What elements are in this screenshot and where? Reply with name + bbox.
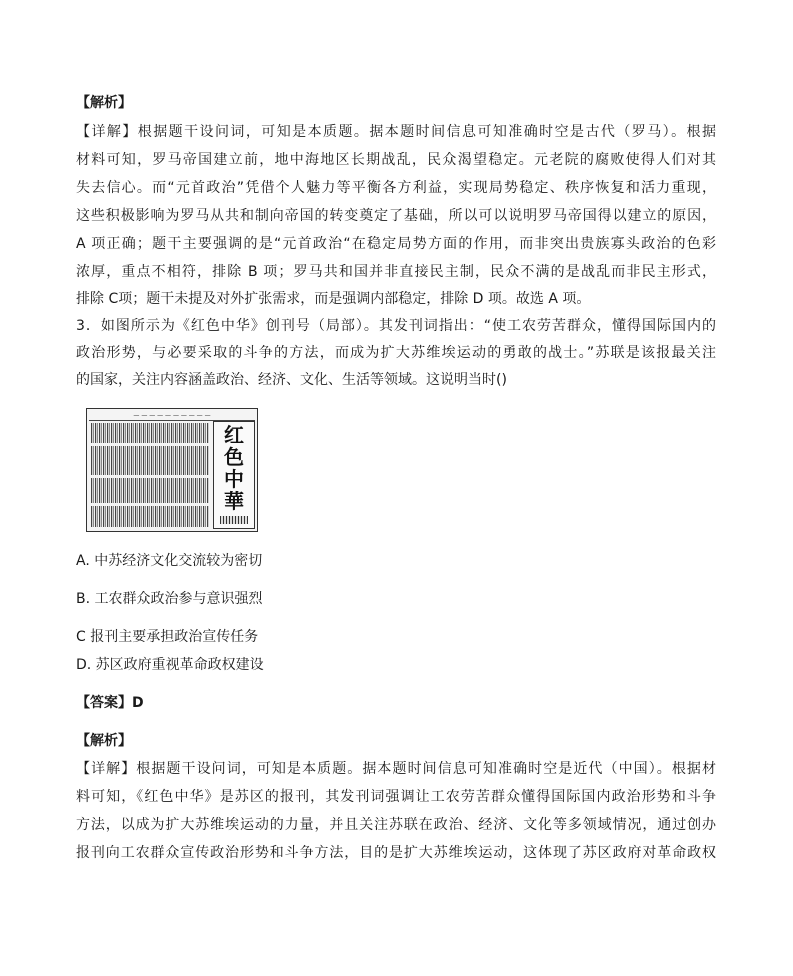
analysis-1-line-6: 浓厚，重点不相符，排除 B 项；罗马共和国并非直接民主制，民众不满的是战乱而非民主形式， [76, 264, 716, 280]
analysis-1-line-2: 材料可知，罗马帝国建立前，地中海地区长期战乱，民众渴望稳定。元老院的腐败使得人们对其 [76, 152, 716, 168]
newspaper-title-box [213, 421, 255, 529]
newspaper-title-char-1: 红 [224, 423, 244, 447]
newspaper-image [86, 408, 258, 532]
analysis-2-line-1: 【详解】根据题干设问词，可知是本质题。据本题时间信息可知准确时空是近代（中国）。根据材 [76, 761, 716, 777]
analysis-1-line-4: 这些积极影响为罗马从共和制向帝国的转变奠定了基础，所以可以说明罗马帝国得以建立的原因， [76, 208, 716, 224]
analysis-heading-1: 【解析】 [76, 95, 132, 111]
question-3-line-3: 的国家，关注内容涵盖政治、经济、文化、生活等领域。这说明当时() [76, 372, 507, 388]
newspaper-title-char-2: 色 [224, 445, 244, 469]
option-b: B. 工农群众政治参与意识强烈 [76, 591, 263, 607]
analysis-2-line-3: 方法，以成为扩大苏维埃运动的力量，并且关注苏联在政治、经济、文化等多领域情况，通过创办 [76, 817, 716, 833]
question-3-line-2: 政治形势，与必要采取的斗争的方法，而成为扩大苏维埃运动的勇敢的战士。”苏联是该报最关注 [76, 345, 716, 361]
answer: 【答案】D [76, 695, 144, 711]
newspaper-title-subline [220, 516, 248, 524]
analysis-heading-2: 【解析】 [76, 733, 132, 749]
newspaper-text-columns [91, 423, 209, 527]
option-c: C 报刊主要承担政治宣传任务 [76, 629, 259, 645]
option-d: D. 苏区政府重视革命政权建设 [76, 657, 264, 673]
analysis-1-line-3: 失去信心。而“元首政治”凭借个人魅力等平衡各方利益，实现局势稳定、秩序恢复和活力重现， [76, 180, 716, 196]
analysis-1-line-5: A 项正确；题干主要强调的是“元首政治“在稳定局势方面的作用，而非突出贵族寡头政治的色彩 [76, 236, 716, 252]
newspaper-masthead-strip: — — — — — — — — — — [89, 411, 255, 421]
newspaper-title-char-4: 華 [224, 489, 244, 513]
analysis-1-line-1: 【详解】根据题干设问词，可知是本质题。据本题时间信息可知准确时空是古代（罗马）。根据 [76, 124, 716, 140]
newspaper-title-char-3: 中 [224, 467, 244, 491]
option-a: A. 中苏经济文化交流较为密切 [76, 553, 263, 569]
analysis-2-line-4: 报刊向工农群众宣传政治形势和斗争方法，目的是扩大苏维埃运动，这体现了苏区政府对革命政权 [76, 845, 716, 861]
analysis-2-line-2: 料可知，《红色中华》是苏区的报刊，其发刊词强调让工农劳苦群众懂得国际国内政治形势和斗争 [76, 789, 716, 805]
analysis-1-line-7: 排除 C项；题干未提及对外扩张需求，而是强调内部稳定，排除 D 项。故选 A 项。 [76, 291, 591, 307]
question-3-line-1: 3．如图所示为《红色中华》创刊号（局部）。其发刊词指出：“使工农劳苦群众，懂得国际国内的 [76, 318, 716, 334]
